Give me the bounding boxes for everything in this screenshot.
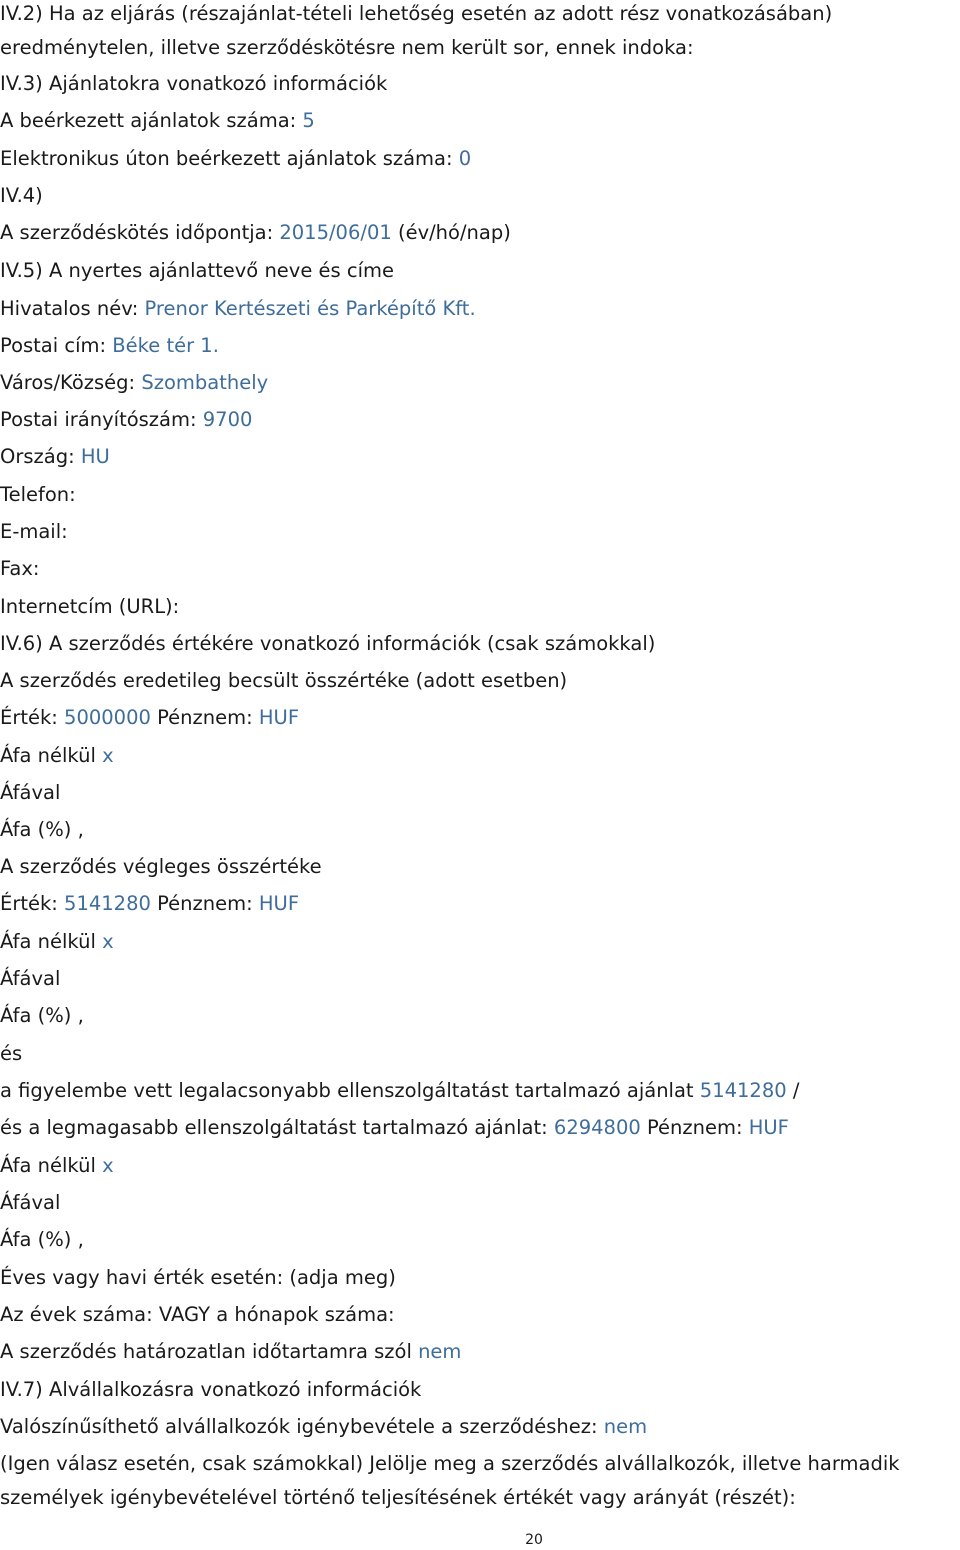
final-value: 5141280: [64, 892, 151, 915]
vat-excl-line: [0, 929, 114, 955]
field-label: Fax:: [0, 557, 40, 580]
section-title-text: IV.2) Ha az eljárás (részajánlat-tételi lehetőség esetén az adott rész vonatkozásában): [0, 2, 833, 25]
lowest-offer-line: [0, 1078, 799, 1104]
annual-monthly-line: [0, 1265, 396, 1291]
section-iv5-title: [0, 258, 394, 284]
offers-count-line: [0, 108, 315, 134]
indefinite-term-value: nem: [418, 1340, 462, 1363]
city-line: [0, 370, 268, 396]
subcontract-note: [0, 1451, 900, 1477]
subcontract-value: nem: [603, 1415, 648, 1438]
vat-excl-mark: x: [102, 1154, 114, 1177]
section-title-text: IV.4): [0, 184, 43, 207]
field-label: A szerződés végleges összértéke: [0, 855, 322, 878]
years-months-line: [0, 1302, 395, 1328]
field-label: Áfa nélkül: [0, 930, 96, 953]
field-label: Áfával: [0, 1191, 61, 1214]
field-label: Ország:: [0, 445, 75, 468]
section-iv3-title: [0, 71, 387, 97]
note-text: személyek igénybevételével történő teljesítésének értékét vagy arányát (részét):: [0, 1486, 796, 1509]
field-label: és: [0, 1042, 23, 1065]
email-line: [0, 519, 68, 545]
field-label: Áfa nélkül: [0, 744, 96, 767]
field-label: A szerződéskötés időpontja:: [0, 221, 274, 244]
vat-pct-line: [0, 817, 84, 843]
url-line: [0, 594, 179, 620]
city-value: Szombathely: [141, 371, 269, 394]
contract-date-line: [0, 220, 511, 246]
field-label: Áfa (%) ,: [0, 1228, 84, 1251]
vat-incl-line: [0, 966, 60, 992]
postal-address-value: Béke tér 1.: [112, 334, 219, 357]
section-title-text: IV.3) Ajánlatokra vonatkozó információk: [0, 72, 388, 95]
separator: /: [792, 1079, 800, 1102]
contract-date-value: 2015/06/01: [279, 221, 392, 244]
field-label: Éves vagy havi érték esetén: (adja meg): [0, 1266, 396, 1289]
field-label: Valószínűsíthető alvállalkozók igénybevétele a szerződéshez:: [0, 1415, 598, 1438]
field-label: Pénznem:: [646, 1116, 743, 1139]
field-label: a figyelembe vett legalacsonyabb ellenszolgáltatást tartalmazó ajánlat: [0, 1079, 694, 1102]
section-title-text: IV.7) Alvállalkozásra vonatkozó információk: [0, 1378, 422, 1401]
lowest-offer-value: 5141280: [699, 1079, 787, 1102]
official-name-line: [0, 296, 476, 322]
highest-offer-currency: HUF: [748, 1116, 789, 1139]
e-offers-count-value: 0: [458, 147, 472, 170]
section-iv2-title: [0, 1, 832, 27]
field-label: Az évek száma: VAGY a hónapok száma:: [0, 1303, 395, 1326]
section-title-text: IV.6) A szerződés értékére vonatkozó információk (csak számokkal): [0, 632, 656, 655]
final-total-heading: [0, 854, 322, 880]
section-iv4-title: [0, 183, 43, 209]
estimated-currency: HUF: [258, 706, 300, 729]
field-label: Áfa (%) ,: [0, 1004, 84, 1027]
field-label: Érték:: [0, 706, 58, 729]
vat-incl-line: [0, 780, 60, 806]
highest-offer-value: 6294800: [553, 1116, 641, 1139]
subcontract-line: [0, 1414, 647, 1440]
postcode-line: [0, 407, 252, 433]
indefinite-term-line: [0, 1339, 461, 1365]
vat-incl-line: [0, 1190, 60, 1216]
field-label: és a legmagasabb ellenszolgáltatást tartalmazó ajánlat:: [0, 1116, 548, 1139]
field-label: Áfával: [0, 781, 61, 804]
field-label: Internetcím (URL):: [0, 595, 180, 618]
phone-line: [0, 482, 76, 508]
field-label: Pénznem:: [157, 706, 253, 729]
vat-excl-line: [0, 743, 114, 769]
e-offers-count-line: [0, 146, 471, 172]
field-label: Elektronikus úton beérkezett ajánlatok száma:: [0, 147, 453, 170]
field-label: A beérkezett ajánlatok száma:: [0, 109, 297, 132]
field-label: A szerződés eredetileg becsült összértéke (adott esetben): [0, 669, 568, 692]
note-text: (Igen válasz esetén, csak számokkal) Jelölje meg a szerződés alvállalkozók, illetve harmadik: [0, 1452, 900, 1475]
field-label: Áfa nélkül: [0, 1154, 96, 1177]
section-iv2-title-cont: [0, 35, 694, 61]
official-name-value: Prenor Kertészeti és Parképítő Kft.: [144, 297, 476, 320]
field-label: Postai irányítószám:: [0, 408, 197, 431]
estimated-value: 5000000: [64, 706, 151, 729]
offers-count-value: 5: [302, 109, 315, 132]
section-title-text: IV.5) A nyertes ajánlattevő neve és címe: [0, 259, 395, 282]
date-format-hint: (év/hó/nap): [397, 221, 511, 244]
postal-address-line: [0, 333, 219, 359]
field-label: Város/Község:: [0, 371, 136, 394]
estimated-value-line: [0, 705, 299, 731]
final-currency: HUF: [258, 892, 300, 915]
fax-line: [0, 556, 40, 582]
estimated-total-heading: [0, 668, 567, 694]
final-value-line: [0, 891, 299, 917]
field-label: Érték:: [0, 892, 58, 915]
field-label: Áfával: [0, 967, 61, 990]
field-label: Pénznem:: [157, 892, 253, 915]
field-label: E-mail:: [0, 520, 68, 543]
section-title-text: eredménytelen, illetve szerződéskötésre nem került sor, ennek indoka:: [0, 36, 694, 59]
vat-excl-mark: x: [102, 930, 114, 953]
highest-offer-line: [0, 1115, 789, 1141]
field-label: Telefon:: [0, 483, 76, 506]
subcontract-note-cont: [0, 1485, 796, 1511]
country-value: HU: [80, 445, 110, 468]
field-label: Hivatalos név:: [0, 297, 139, 320]
vat-excl-line: [0, 1153, 114, 1179]
page-number: 20: [525, 1532, 543, 1548]
postcode-value: 9700: [202, 408, 253, 431]
field-label: Áfa (%) ,: [0, 818, 84, 841]
vat-pct-line: [0, 1227, 84, 1253]
country-line: [0, 444, 110, 470]
vat-pct-line: [0, 1003, 84, 1029]
field-label: A szerződés határozatlan időtartamra szól: [0, 1340, 412, 1363]
vat-excl-mark: x: [102, 744, 114, 767]
field-label: Postai cím:: [0, 334, 107, 357]
section-iv6-title: [0, 631, 655, 657]
and-line: [0, 1041, 22, 1067]
section-iv7-title: [0, 1377, 421, 1403]
